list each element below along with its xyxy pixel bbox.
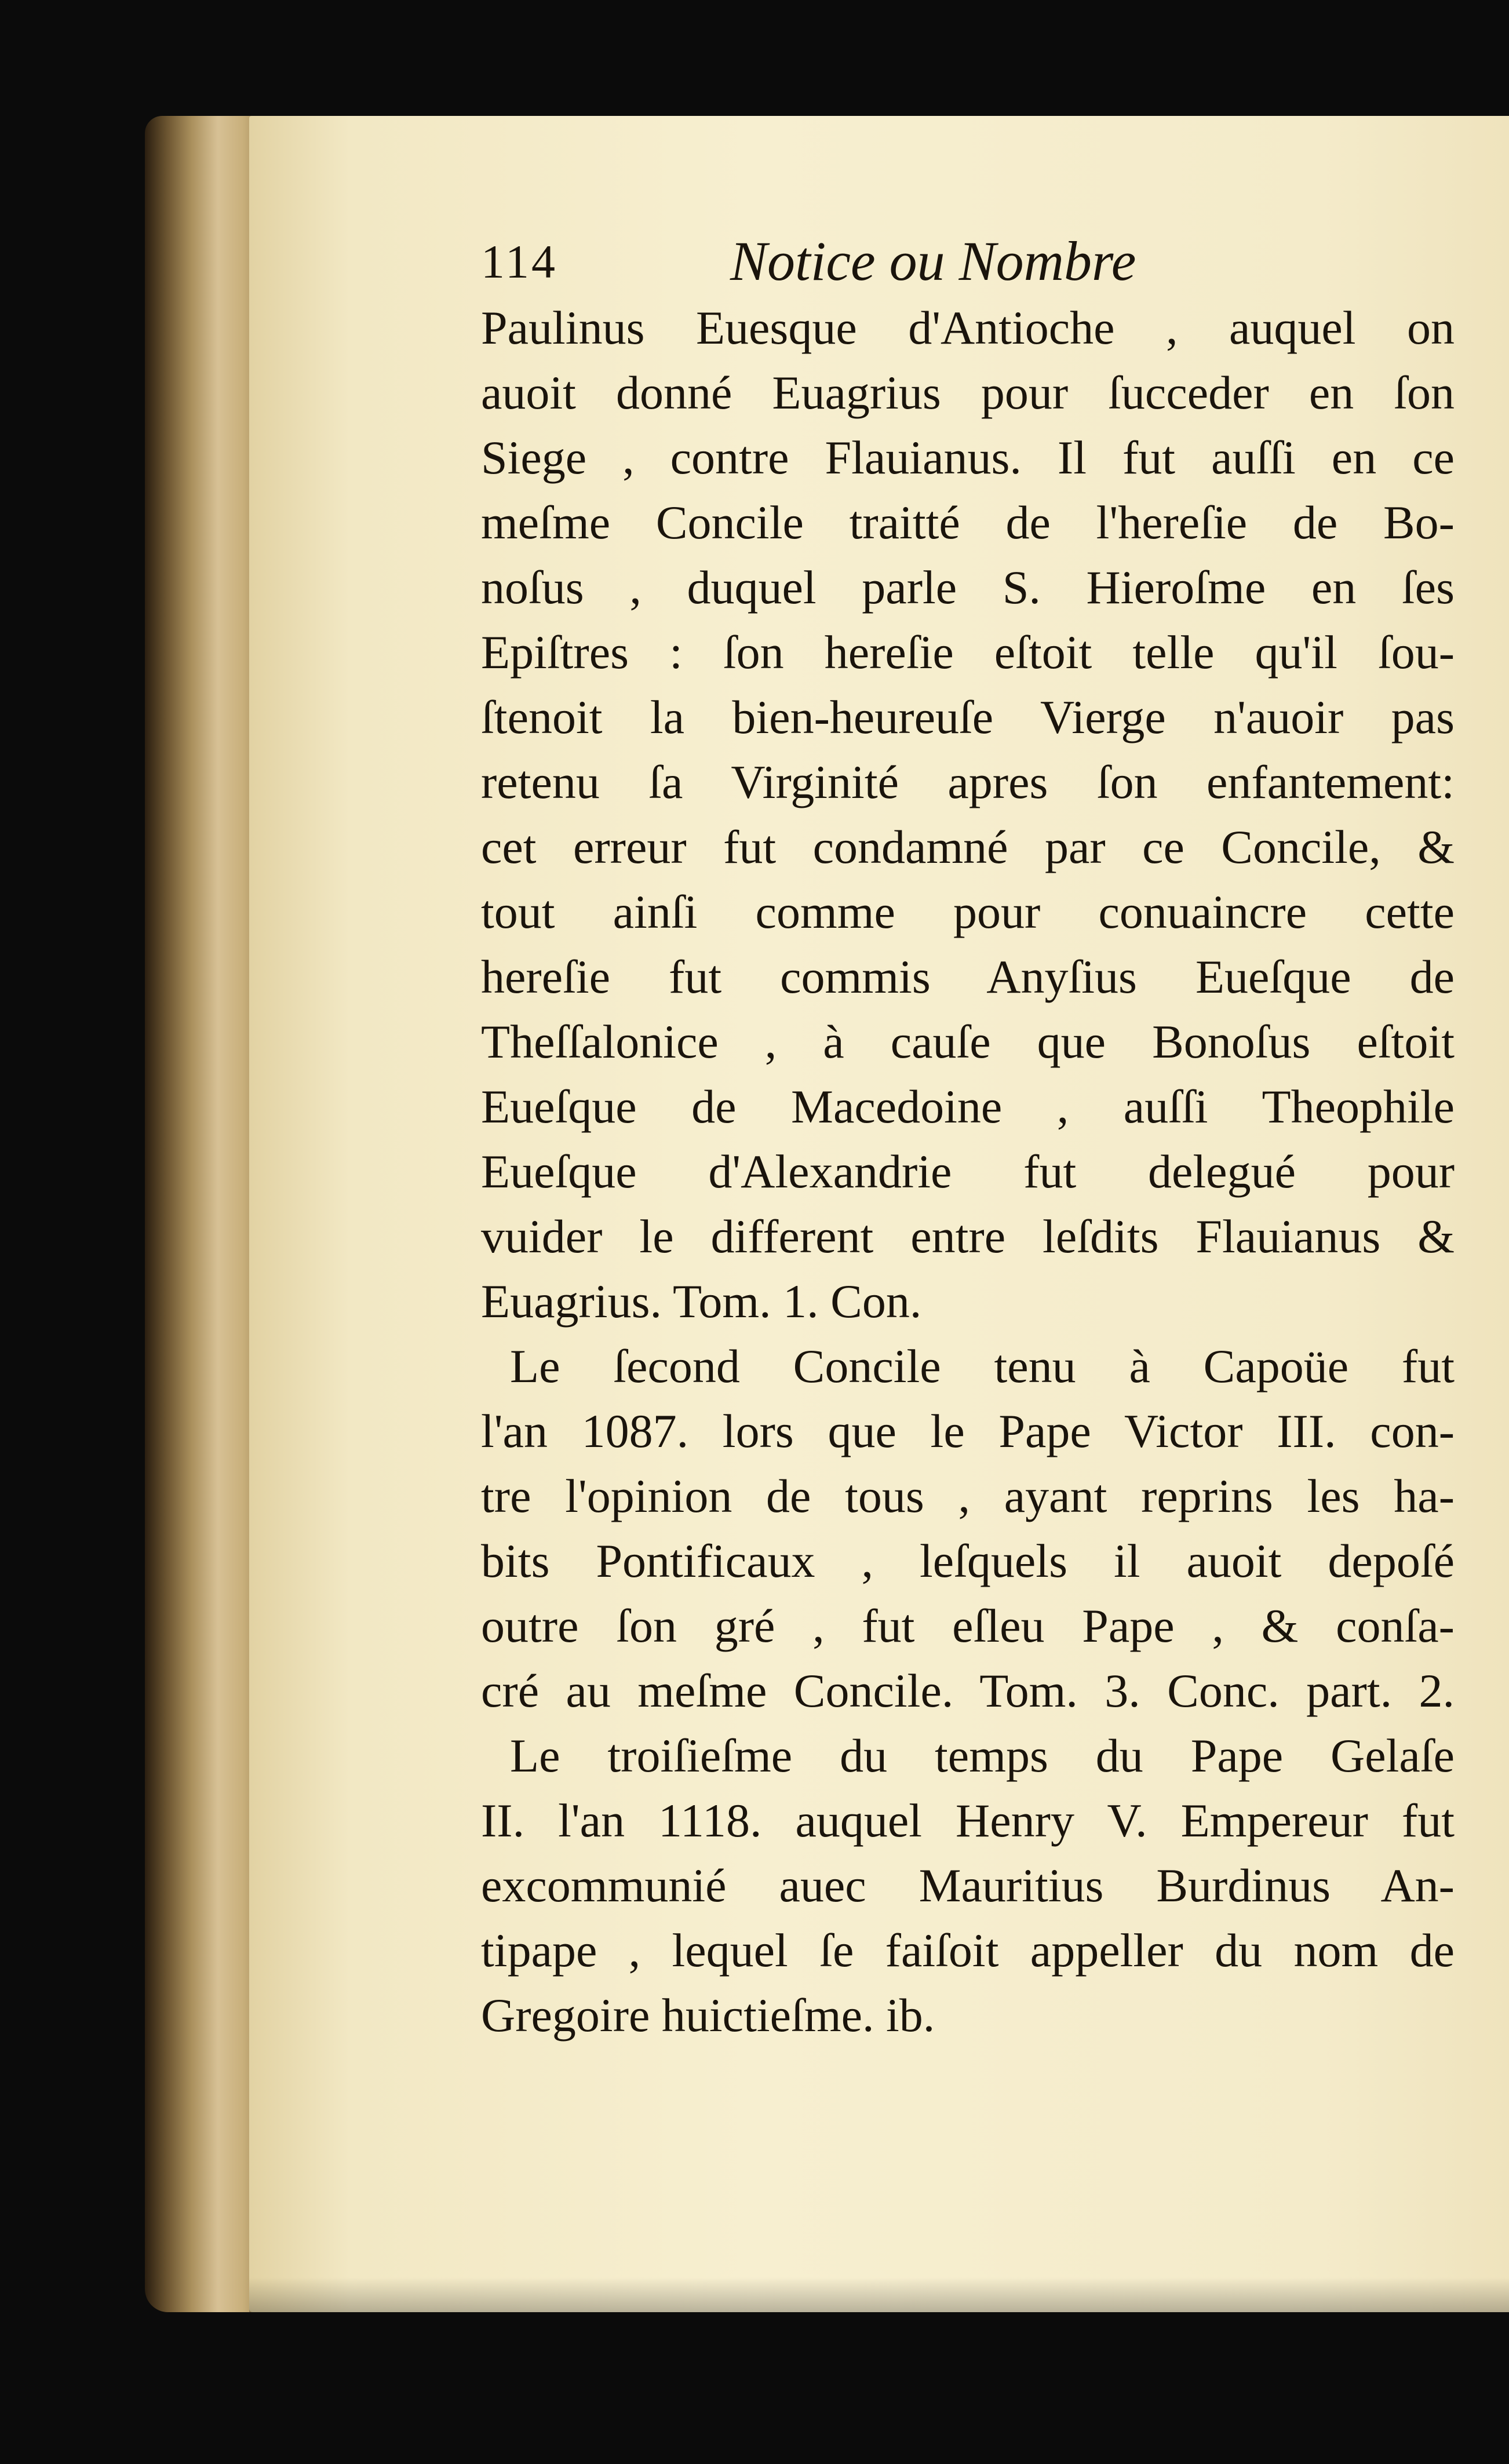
text-line: auoit donné Euagrius pour ſucceder en ſon — [481, 366, 1455, 419]
text-line: excommunié auec Mauritius Burdinus An- — [481, 1859, 1455, 1912]
running-title: Notice ou Nombre — [730, 230, 1136, 292]
text-line: Gregoire huictieſme. ib. — [481, 1989, 935, 2042]
paragraph-1 — [481, 296, 1455, 1334]
body-text — [481, 296, 1455, 2048]
text-line: Eueſque de Macedoine , auſſi Theophile — [481, 1080, 1455, 1133]
text-line: tipape , lequel ſe faiſoit appeller du nom de — [481, 1924, 1455, 1977]
text-line: Le troiſieſme du temps du Pape Gelaſe — [510, 1729, 1455, 1782]
text-line: Theſſalonice , à cauſe que Bonoſus eſtoit — [481, 1015, 1455, 1068]
text-line: Paulinus Euesque d'Antioche , auquel on — [481, 301, 1455, 354]
text-line: retenu ſa Virginité apres ſon enfantement: — [481, 756, 1455, 808]
text-line: Siege , contre Flauianus. Il fut auſſi en ce — [481, 431, 1455, 484]
text-line: ſtenoit la bien-heureuſe Vierge n'auoir pas — [481, 691, 1455, 743]
text-line: l'an 1087. lors que le Pape Victor III. con- — [481, 1405, 1455, 1457]
paragraph-3 — [481, 1723, 1455, 2048]
text-line: cet erreur fut condamné par ce Concile, & — [481, 821, 1455, 873]
running-head — [481, 229, 1466, 298]
text-line: Eueſque d'Alexandrie fut delegué pour — [481, 1145, 1455, 1198]
text-line: cré au meſme Concile. Tom. 3. Conc. part. 2. — [481, 1664, 1455, 1717]
text-line: tre l'opinion de tous , ayant reprins les ha- — [481, 1470, 1455, 1522]
book-fore-edge — [145, 116, 267, 2312]
text-line: noſus , duquel parle S. Hieroſme en ſes — [481, 561, 1455, 614]
text-line: vuider le different entre leſdits Flauianus & — [481, 1210, 1455, 1263]
text-line: meſme Concile traitté de l'hereſie de Bo- — [481, 496, 1455, 549]
text-line: tout ainſi comme pour conuaincre cette — [481, 885, 1455, 938]
paragraph-2 — [481, 1334, 1455, 1723]
text-line: Euagrius. Tom. 1. Con. — [481, 1275, 922, 1328]
text-line: bits Pontificaux , leſquels il auoit depoſé — [481, 1534, 1455, 1587]
text-line: outre ſon gré , fut eſleu Pape , & conſa- — [481, 1599, 1455, 1652]
text-line: Le ſecond Concile tenu à Capoüe fut — [510, 1340, 1455, 1393]
text-line: hereſie fut commis Anyſius Eueſque de — [481, 950, 1455, 1003]
page-number: 114 — [481, 235, 557, 288]
text-line: Epiſtres : ſon hereſie eſtoit telle qu'il ſou- — [481, 626, 1455, 679]
page-bottom-shadow — [249, 2277, 1509, 2312]
text-line: II. l'an 1118. auquel Henry V. Empereur fut — [481, 1794, 1455, 1847]
